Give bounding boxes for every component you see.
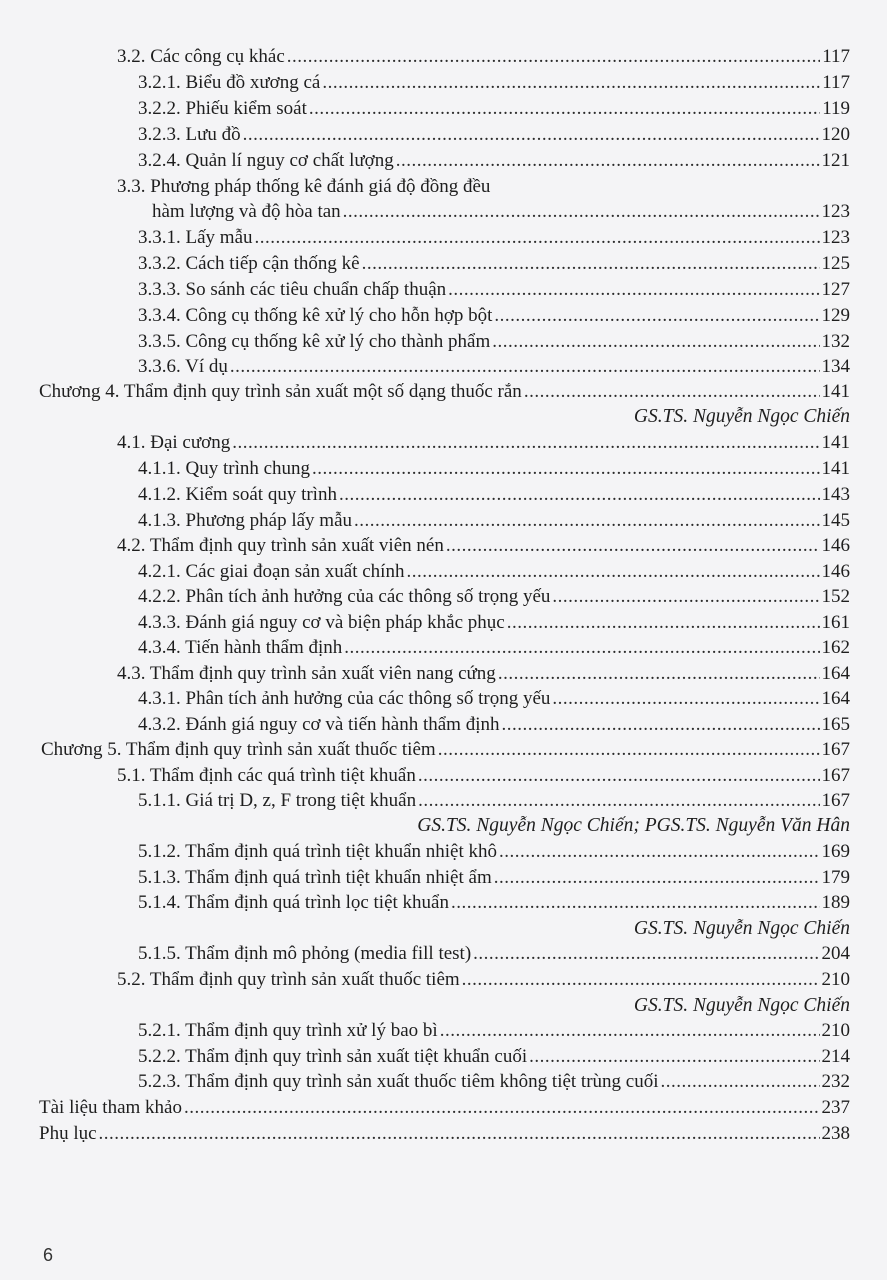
toc-entry-title: 3.3.4. Công cụ thống kê xử lý cho hỗn hợp bột: [138, 305, 493, 326]
toc-entry-page: 141: [821, 381, 850, 402]
toc-entry-page: 146: [821, 535, 850, 556]
toc-entry-title: Phụ lục: [39, 1123, 97, 1144]
leader-dots: [440, 1019, 820, 1043]
toc-entry-page: 134: [821, 356, 850, 377]
toc-entry: [117, 968, 850, 992]
page-number: 6: [43, 1245, 54, 1265]
toc-entry-page: 204: [821, 943, 850, 964]
toc-entry: [138, 252, 850, 276]
toc-entry: [138, 149, 850, 173]
toc-entry-title: Chương 4. Thẩm định quy trình sản xuất một số dạng thuốc rắn: [39, 381, 522, 402]
toc-entry-page: 141: [821, 432, 850, 453]
toc-entry-title: 5.1.2. Thẩm định quá trình tiệt khuẩn nhiệt khô: [138, 841, 498, 862]
toc-entry-page: 169: [821, 841, 850, 862]
leader-dots: [344, 636, 819, 660]
toc-entry: [138, 71, 850, 95]
toc-entry: [117, 662, 850, 686]
toc-entry-title: 3.2.4. Quản lí nguy cơ chất lượng: [138, 150, 394, 171]
toc-entry: [39, 1096, 850, 1120]
toc-entry: [138, 278, 850, 302]
toc-entry-title: 5.2.1. Thẩm định quy trình xử lý bao bì: [138, 1020, 438, 1041]
toc-entry-page: 129: [821, 305, 850, 326]
toc-entry-page: 120: [821, 124, 850, 145]
toc-entry-title: 4.3. Thẩm định quy trình sản xuất viên nang cứng: [117, 663, 496, 684]
toc-entry-title: Chương 5. Thẩm định quy trình sản xuất thuốc tiêm: [41, 739, 436, 760]
toc-entry-title: hàm lượng và độ hòa tan: [152, 201, 341, 222]
leader-dots: [451, 891, 820, 915]
toc-entry-title: 3.2.3. Lưu đồ: [138, 124, 241, 145]
toc-entry: [138, 560, 850, 584]
toc-entry: [138, 713, 850, 737]
toc-entry-page: 123: [821, 227, 850, 248]
leader-dots: [501, 713, 819, 737]
leader-dots: [473, 942, 819, 966]
toc-entry-page: 127: [821, 279, 850, 300]
toc-entry-title: 4.3.3. Đánh giá nguy cơ và biện pháp khắc phục: [138, 612, 505, 633]
leader-dots: [232, 431, 819, 455]
toc-entry-title: 3.3.1. Lấy mẫu: [138, 227, 253, 248]
toc-entry: [117, 45, 850, 69]
toc-entry-title: 5.1.5. Thẩm định mô phỏng (media fill test): [138, 943, 472, 964]
leader-dots: [507, 611, 820, 635]
leader-dots: [552, 687, 819, 711]
toc-entry-page: 167: [821, 739, 850, 760]
leader-dots: [362, 252, 820, 276]
toc-entry-page: 125: [821, 253, 850, 274]
leader-dots: [524, 380, 820, 404]
toc-entry-title: 4.1.3. Phương pháp lấy mẫu: [138, 510, 353, 531]
leader-dots: [418, 764, 820, 788]
chapter-author: GS.TS. Nguyễn Ngọc Chiến: [633, 995, 850, 1016]
toc-entry: [138, 1070, 850, 1094]
toc-entry-page: 167: [821, 790, 850, 811]
leader-dots: [312, 457, 819, 481]
toc-entry-page: 167: [821, 765, 850, 786]
toc-entry-title: 5.2. Thẩm định quy trình sản xuất thuốc tiêm: [117, 969, 460, 990]
toc-entry: [138, 483, 850, 507]
toc-entry-page: 237: [821, 1097, 850, 1118]
leader-dots: [396, 149, 820, 173]
leader-dots: [309, 97, 820, 121]
toc-entry-title: 5.2.3. Thẩm định quy trình sản xuất thuốc tiêm không tiệt trùng cuối: [138, 1071, 659, 1092]
toc-entry: [138, 457, 850, 481]
toc-entry-title: 5.1.3. Thẩm định quá trình tiệt khuẩn nhiệt ẩm: [138, 867, 492, 888]
toc-entry: [138, 1045, 850, 1069]
toc-entry-title: 3.3.2. Cách tiếp cận thống kê: [138, 253, 360, 274]
leader-dots: [418, 789, 819, 813]
toc-entry-page: 145: [821, 510, 850, 531]
toc-entry: [138, 891, 850, 915]
toc-entry-title: 3.3.6. Ví dụ: [138, 356, 228, 377]
toc-entry-page: 117: [822, 72, 850, 93]
toc-entry-page: 117: [822, 46, 850, 67]
toc-entry-title: 4.3.1. Phân tích ảnh hưởng của các thông số trọng yếu: [138, 688, 551, 709]
toc-entry: [138, 97, 850, 121]
toc-entry: [138, 509, 850, 533]
leader-dots: [438, 738, 820, 762]
toc-entry-page: 146: [821, 561, 850, 582]
toc-entry-title: 3.3. Phương pháp thống kê đánh giá độ đồng đều: [117, 176, 491, 197]
leader-dots: [446, 534, 820, 558]
toc-entry: [117, 764, 850, 788]
toc-entry-page: 238: [821, 1123, 850, 1144]
toc-entry-page: 165: [821, 714, 850, 735]
leader-dots: [529, 1045, 819, 1069]
leader-dots: [661, 1070, 820, 1094]
toc-entry-title: 4.2.2. Phân tích ảnh hưởng của các thông số trọng yếu: [138, 586, 551, 607]
leader-dots: [184, 1096, 820, 1120]
leader-dots: [255, 226, 820, 250]
leader-dots: [230, 355, 820, 379]
toc-entry: [138, 866, 850, 890]
toc-entry-title: 3.3.5. Công cụ thống kê xử lý cho thành phẩm: [138, 331, 491, 352]
leader-dots: [494, 304, 819, 328]
toc-entry: [138, 355, 850, 379]
toc-entry-title: 5.1. Thẩm định các quá trình tiệt khuẩn: [117, 765, 416, 786]
toc-entry-page: 132: [821, 331, 850, 352]
leader-dots: [499, 840, 819, 864]
leader-dots: [343, 200, 820, 224]
toc-entry: [138, 123, 850, 147]
leader-dots: [498, 662, 820, 686]
toc-entry-title: 5.1.4. Thẩm định quá trình lọc tiệt khuẩn: [138, 892, 449, 913]
leader-dots: [552, 585, 819, 609]
leader-dots: [494, 866, 820, 890]
toc-entry-title: 3.2. Các công cụ khác: [117, 46, 285, 67]
toc-entry: [138, 636, 850, 660]
toc-entry: [138, 585, 850, 609]
toc-entry-page: 164: [821, 688, 850, 709]
toc-entry-title: 4.3.2. Đánh giá nguy cơ và tiến hành thẩm định: [138, 714, 500, 735]
leader-dots: [99, 1122, 820, 1146]
toc-entry: [138, 840, 850, 864]
toc-entry-title: 4.2.1. Các giai đoạn sản xuất chính: [138, 561, 405, 582]
toc-entry-page: 214: [821, 1046, 850, 1067]
toc-entry: [39, 1122, 850, 1146]
toc-entry-title: 5.2.2. Thẩm định quy trình sản xuất tiệt khuẩn cuối: [138, 1046, 528, 1067]
toc-entry: [39, 380, 850, 404]
chapter-author: GS.TS. Nguyễn Ngọc Chiến: [633, 406, 850, 427]
toc-entry: [138, 226, 850, 250]
toc-entry: [117, 431, 850, 455]
toc-entry-page: 123: [821, 201, 850, 222]
toc-entry-title: 3.2.1. Biểu đồ xương cá: [138, 72, 321, 93]
toc-entry-title: 4.2. Thẩm định quy trình sản xuất viên nén: [117, 535, 444, 556]
toc-entry-title: 3.2.2. Phiếu kiểm soát: [138, 98, 307, 119]
toc-entry: [41, 738, 850, 762]
leader-dots: [462, 968, 820, 992]
toc-entry-page: 164: [821, 663, 850, 684]
toc-entry-page: 162: [821, 637, 850, 658]
leader-dots: [287, 45, 820, 69]
toc-entry-title: 4.1.1. Quy trình chung: [138, 458, 311, 479]
leader-dots: [354, 509, 819, 533]
toc-entry-page: 179: [821, 867, 850, 888]
toc-entry-title: 4.1. Đại cương: [117, 432, 231, 453]
toc-entry-title: 3.3.3. So sánh các tiêu chuẩn chấp thuận: [138, 279, 447, 300]
toc-entry-page: 189: [821, 892, 850, 913]
chapter-author: GS.TS. Nguyễn Ngọc Chiến: [633, 918, 850, 939]
toc-entry: [138, 1019, 850, 1043]
toc-entry: [138, 611, 850, 635]
toc-entry: [138, 330, 850, 354]
toc-entry-page: 161: [821, 612, 850, 633]
leader-dots: [243, 123, 820, 147]
toc-entry: [138, 687, 850, 711]
toc-entry: [138, 942, 850, 966]
toc-entry-page: 210: [821, 1020, 850, 1041]
toc-entry-page: 141: [821, 458, 850, 479]
toc-entry-title: Tài liệu tham khảo: [39, 1097, 182, 1118]
toc-entry-page: 210: [821, 969, 850, 990]
leader-dots: [322, 71, 820, 95]
leader-dots: [492, 330, 819, 354]
toc-entry-page: 232: [821, 1071, 850, 1092]
leader-dots: [448, 278, 819, 302]
toc-entry-page: 121: [821, 150, 850, 171]
toc-entry-page: 119: [822, 98, 850, 119]
toc-entry: [138, 304, 850, 328]
toc-entry-title: 4.1.2. Kiểm soát quy trình: [138, 484, 337, 505]
toc-entry: [152, 200, 850, 224]
chapter-author: GS.TS. Nguyễn Ngọc Chiến; PGS.TS. Nguyễn Văn Hân: [417, 815, 850, 836]
toc-entry-page: 143: [821, 484, 850, 505]
toc-entry-title: 4.3.4. Tiến hành thẩm định: [138, 637, 343, 658]
toc-entry-heading: [117, 175, 490, 199]
leader-dots: [339, 483, 820, 507]
toc-entry: [117, 534, 850, 558]
toc-entry-page: 152: [821, 586, 850, 607]
toc-entry-title: 5.1.1. Giá trị D, z, F trong tiệt khuẩn: [138, 790, 417, 811]
toc-entry: [138, 789, 850, 813]
leader-dots: [406, 560, 819, 584]
